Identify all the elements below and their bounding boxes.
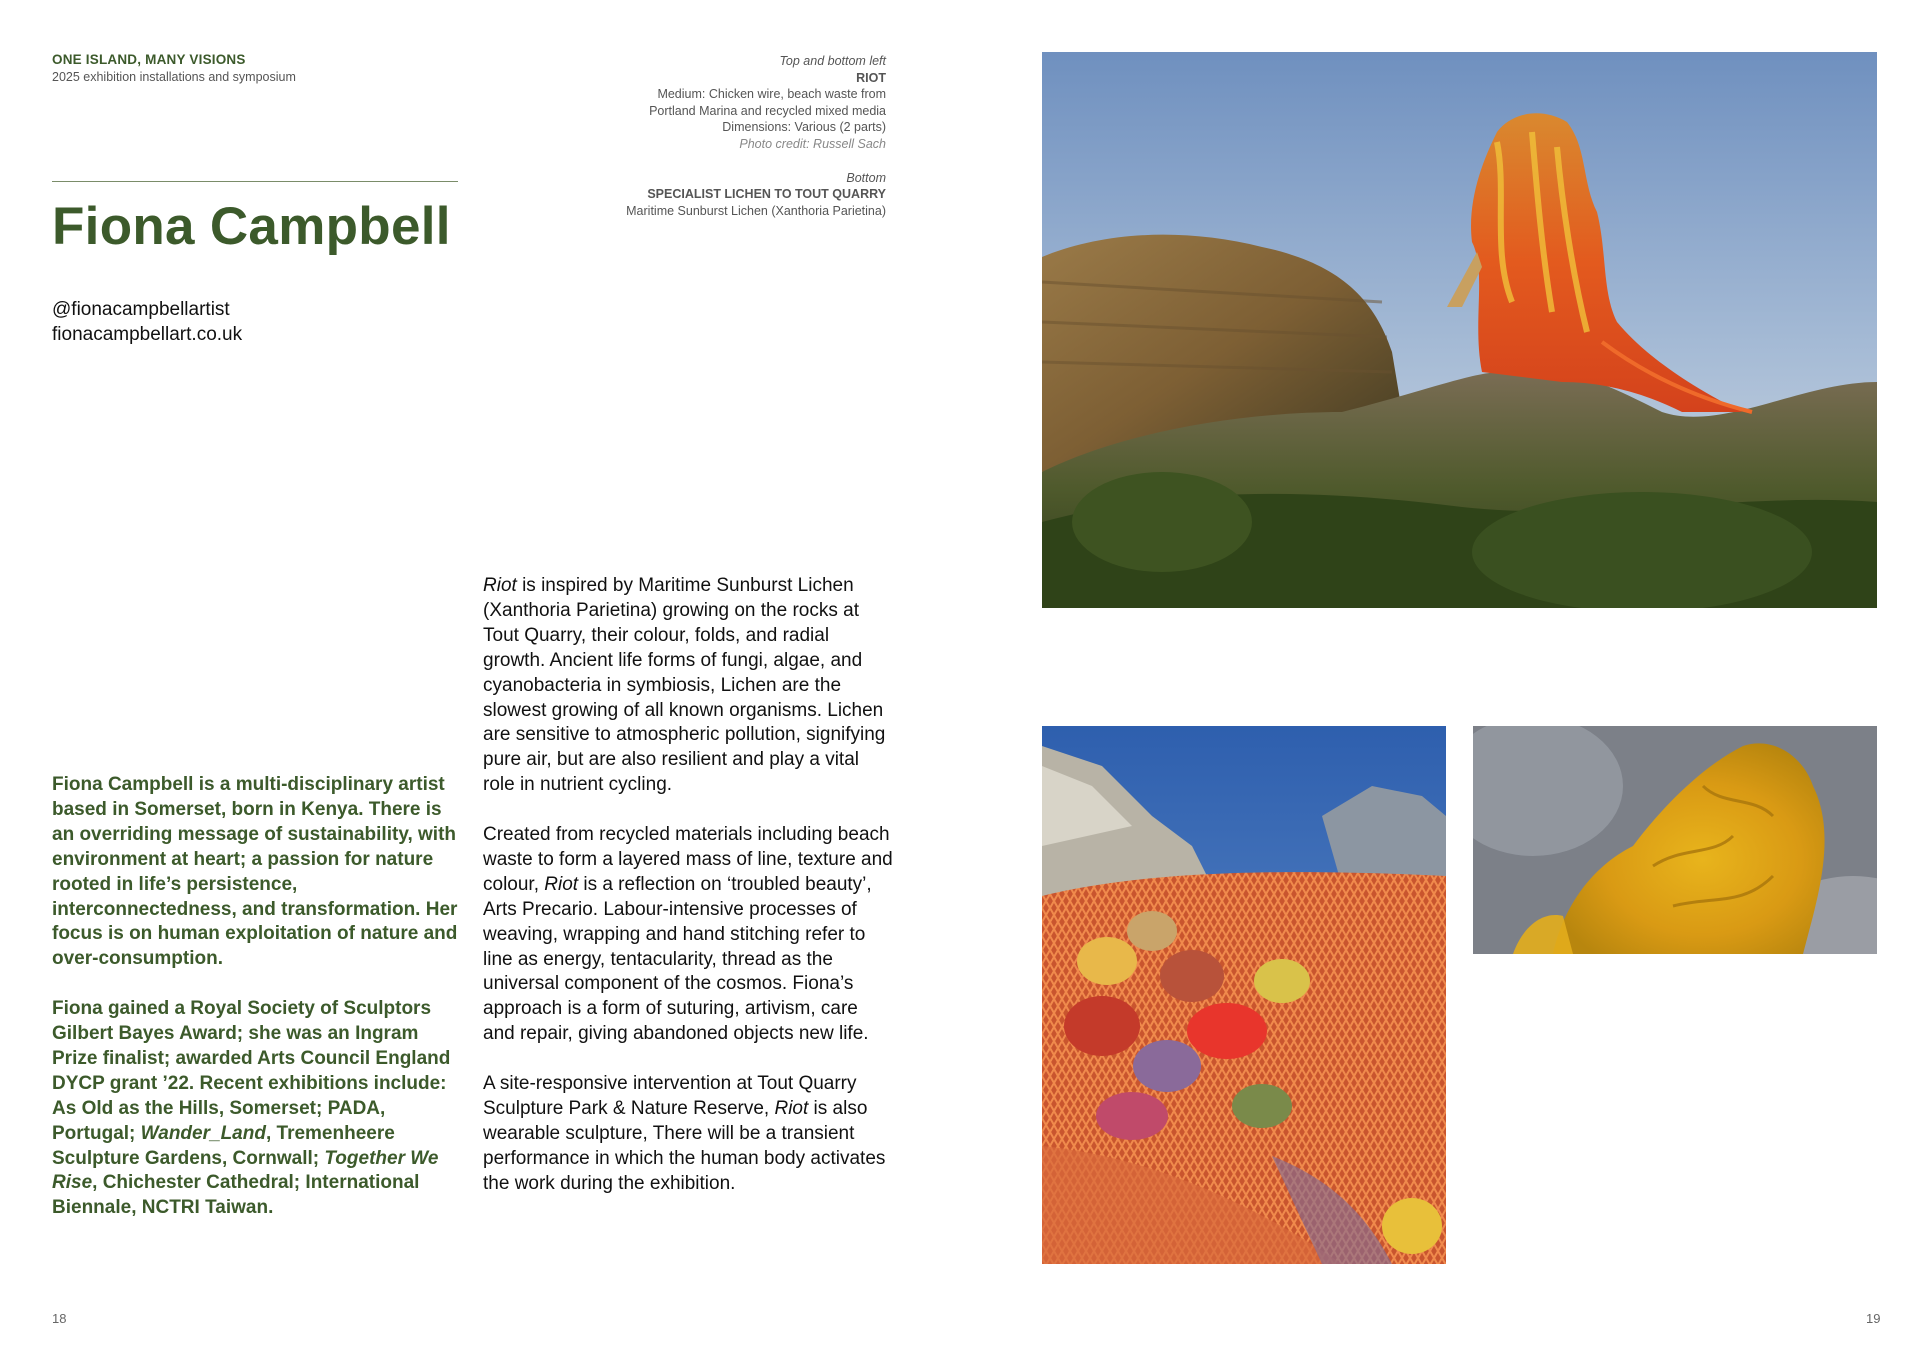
description-paragraph-2 <box>483 823 893 1047</box>
photo-riot-sculpture-on-rock <box>1042 52 1877 608</box>
artist-instagram[interactable]: @fionacampbellartist <box>52 299 230 320</box>
series-title: ONE ISLAND, MANY VISIONS <box>52 52 246 67</box>
caption-bottom-subject: Maritime Sunburst Lichen (Xanthoria Parietina) <box>626 203 886 218</box>
description-paragraph-1 <box>483 574 893 798</box>
bio-text: , Tremenheere Sculpture Gardens, Cornwall; <box>52 1122 395 1169</box>
page-number-left: 18 <box>52 1311 67 1326</box>
bio-exhibition-title: Together We Rise <box>52 1147 439 1194</box>
artwork-title: Riot <box>544 873 579 895</box>
caption-top-position: Top and bottom left <box>779 54 886 68</box>
artist-bio <box>52 773 462 1221</box>
bio-exhibition-title: Wander_Land <box>140 1122 266 1144</box>
description-text: Created from recycled materials including beach waste to form a layered mass of line, texture and colour, <box>483 824 893 895</box>
caption-bottom-position: Bottom <box>846 170 886 185</box>
artist-website[interactable]: fionacampbellart.co.uk <box>52 324 243 345</box>
artist-name: Fiona Campbell <box>52 197 451 256</box>
artist-contacts <box>52 297 242 347</box>
bio-paragraph-2 <box>52 997 462 1221</box>
caption-top-credit: Photo credit: Russell Sach <box>739 136 886 151</box>
caption-bottom-title: SPECIALIST LICHEN TO TOUT QUARRY <box>647 187 886 202</box>
bio-text: Fiona gained a Royal Society of Sculptors Gilbert Bayes Award; she was an Ingram Prize finalist; awarded Arts Council England DYCP grant ’22. Recent exhibitions include: As Old as the Hills, Somerset; PADA, Portugal; <box>52 998 451 1144</box>
title-divider <box>52 181 458 182</box>
caption-top-dimensions: Dimensions: Various (2 parts) <box>722 120 886 135</box>
description-text: A site-responsive intervention at Tout Quarry Sculpture Park & Nature Reserve, <box>483 1073 857 1119</box>
photo-captions <box>560 53 886 219</box>
caption-top-medium-line2: Portland Marina and recycled mixed media <box>649 103 886 118</box>
artwork-title: Riot <box>774 1098 809 1119</box>
photo-sunburst-lichen <box>1473 726 1877 954</box>
description-text: is a reflection on ‘troubled beauty’, Arts Precario. Labour-intensive processes of weaving, wrapping and hand stitching refer to line as energy, tentacularity, thread as the universal component of the cosmos. Fiona’s approach is a form of suturing, artivism, care and repair, giving abandoned objects new life. <box>483 873 872 1045</box>
artwork-description <box>483 574 893 1197</box>
caption-top-medium-line1: Medium: Chicken wire, beach waste from <box>657 87 886 102</box>
description-text: is inspired by Maritime Sunburst Lichen (Xanthoria Parietina) growing on the rocks at Tout Quarry, their colour, folds, and radial growth. Ancient life forms of fungi, algae, and cyanobacteria in symbiosis, Lichen are the slowest growing of all known organisms. Lichen are sensitive to atmospheric pollution, signifying pure air, but are also resilient and play a vital role in nutrient cycling. <box>483 575 886 796</box>
caption-top-title: RIOT <box>856 70 886 85</box>
bio-paragraph-1: Fiona Campbell is a multi-disciplinary artist based in Somerset, born in Kenya. There is an overriding message of sustainability, with environment at heart; a passion for nature rooted in life’s persistence, interconnectedness, and transformation. Her focus is on human exploitation of nature and over-consumption. <box>52 774 458 970</box>
series-subtitle: 2025 exhibition installations and symposium <box>52 70 296 84</box>
photo-riot-textiles-closeup <box>1042 726 1446 1264</box>
artwork-title: Riot <box>483 575 517 596</box>
page-number-right: 19 <box>1866 1311 1881 1326</box>
description-paragraph-3 <box>483 1072 893 1197</box>
bio-text: , Chichester Cathedral; International Biennale, NCTRI Taiwan. <box>52 1172 420 1219</box>
description-text: is also wearable sculpture, There will be a transient performance in which the human body activates the work during the exhibition. <box>483 1098 886 1194</box>
